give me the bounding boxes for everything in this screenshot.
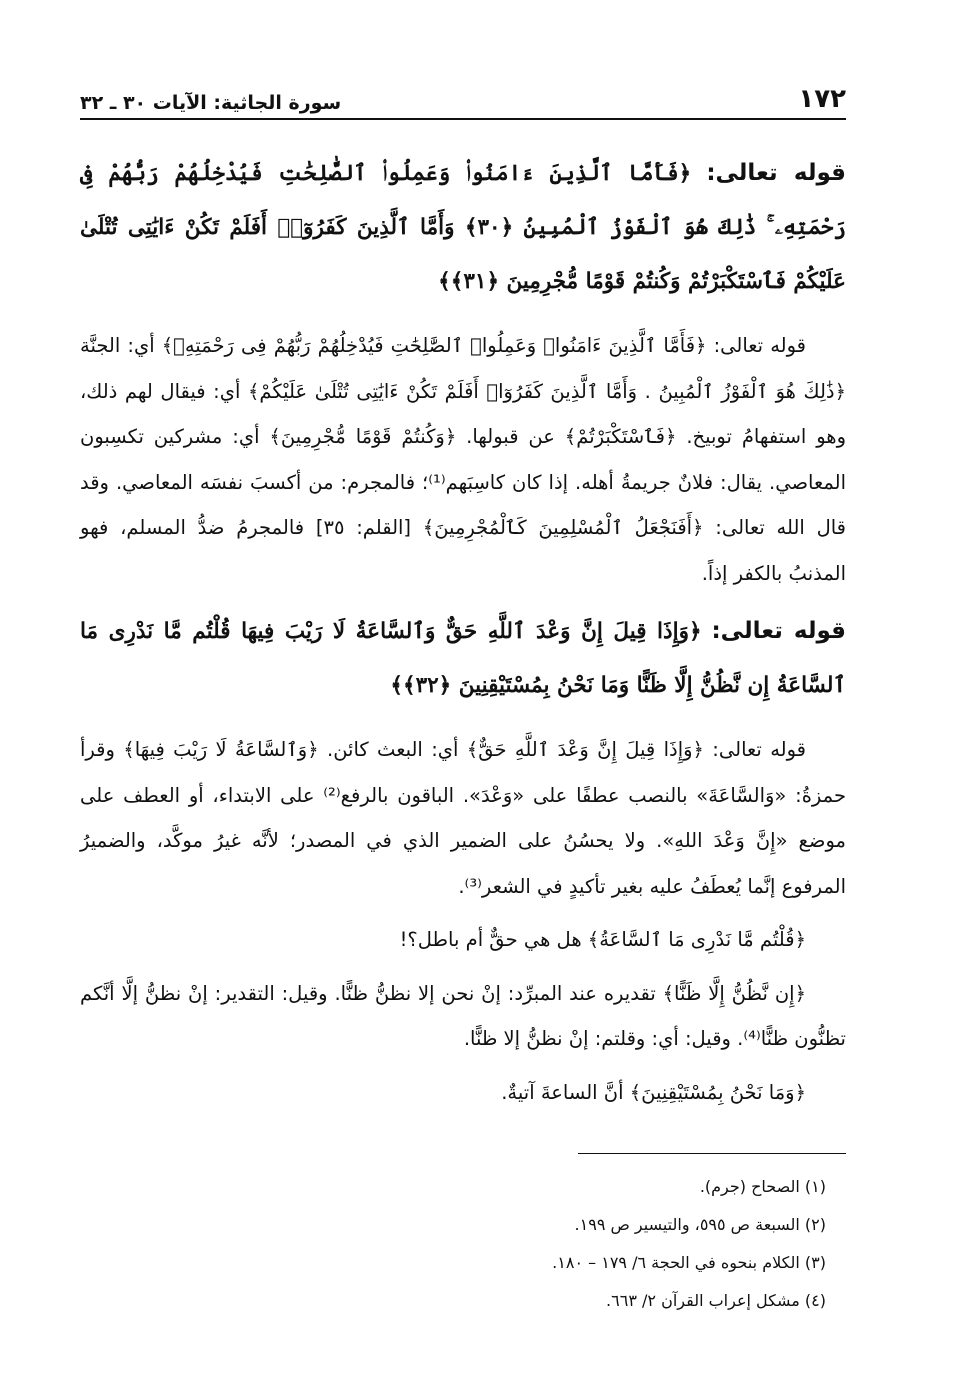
- quran-verse-text: ﴿وَإِذَا قِيلَ إِنَّ وَعْدَ ٱللَّهِ حَقٌّ وَٱلسَّاعَةُ لَا رَيْبَ فِيهَا قُلْتُم مَّا نَدْرِى مَا ٱلسَّاعَةُ إِن نَّظُنُّ إِلَّا ظَنًّا وَمَا نَحْنُ بِمُسْتَيْقِنِينَ ﴿٣٢﴾﴾: [80, 619, 846, 698]
- surah-title: سورة الجاثية: الآيات ٣٠ ـ ٣٢: [80, 92, 342, 114]
- book-page: [80, 70, 846, 1320]
- commentary-paragraph: ﴿إِن نَّظُنُّ إِلَّا ظَنًّا﴾ تقديره عند المبرِّد: إنْ نحن إلا نظنُّ ظنًّا. وقيل: التقدير: إنْ نظنُّ إلَّا أنَّكم تظنُّون ظنًّا⁽⁴⁾. وقيل: أي: وقلتم: إنْ نظنُّ إلا ظنًّا.: [80, 981, 846, 1050]
- commentary-paragraph: ﴿وَمَا نَحْنُ بِمُسْتَيْقِنِينَ﴾ أنَّ الساعةَ آتيةٌ.: [501, 1080, 806, 1104]
- running-header: [80, 70, 846, 120]
- footnote-item: (١) الصحاح (جرم).: [699, 1177, 826, 1196]
- quran-verse-text: ﴿فَأَمَّا ٱلَّذِينَ ءَامَنُوا۟ وَعَمِلُوا۟ ٱلصَّٰلِحَٰتِ فَيُدْخِلُهُمْ رَبُّهُمْ فِى رَحْمَتِهِۦ ۚ ذَٰلِكَ هُوَ ٱلْفَوْزُ ٱلْمُبِينُ ﴿٣٠﴾ وَأَمَّا ٱلَّذِينَ كَفَرُوٓا۟ أَفَلَمْ تَكُنْ ءَايَٰتِى تُتْلَىٰ عَلَيْكُمْ فَٱسْتَكْبَرْتُمْ وَكُنتُمْ قَوْمًا مُّجْرِمِينَ ﴿٣١﴾﴾: [80, 161, 846, 294]
- verse-lead: قوله تعالى:: [706, 160, 846, 186]
- page-number: ١٧٢: [798, 84, 846, 114]
- footnote-divider: [578, 1153, 846, 1154]
- footnote-item: (٣) الكلام بنحوه في الحجة ٦/ ١٧٩ – ١٨٠.: [552, 1253, 826, 1272]
- verse-block-32: [80, 604, 846, 713]
- commentary-paragraph: قوله تعالى: ﴿فَأَمَّا ٱلَّذِينَ ءَامَنُوا۟ وَعَمِلُوا۟ ٱلصَّٰلِحَٰتِ فَيُدْخِلُهُمْ رَبُّهُمْ فِى رَحْمَتِهِۦ﴾ أي: الجنَّة ﴿ذَٰلِكَ هُوَ ٱلْفَوْزُ ٱلْمُبِينُ . وَأَمَّا ٱلَّذِينَ كَفَرُوٓا۟ أَفَلَمْ تَكُنْ ءَايَٰتِى تُتْلَىٰ عَلَيْكُمْ﴾ أي: فيقال لهم ذلك، وهو استفهامُ توبيخ. ﴿فَٱسْتَكْبَرْتُمْ﴾ عن قبولها. ﴿وَكُنتُمْ قَوْمًا مُّجْرِمِينَ﴾ أي: مشركين تكسِبون المعاصي. يقال: فلانٌ جريمةُ أهله. إذا كان كاسِبَهم⁽¹⁾؛ فالمجرم: من أكسبَ نفسَه المعاصي. وقد قال الله تعالى: ﴿أَفَنَجْعَلُ ٱلْمُسْلِمِينَ كَٱلْمُجْرِمِينَ﴾ [القلم: ٣٥] فالمجرمُ ضدُّ المسلم، فهو المذنبُ بالكفر إذاً.: [80, 334, 847, 585]
- commentary-paragraph: قوله تعالى: ﴿وَإِذَا قِيلَ إِنَّ وَعْدَ ٱللَّهِ حَقٌّ﴾ أي: البعث كائن. ﴿وَٱلسَّاعَةُ لَا رَيْبَ فِيهَا﴾ وقرأ حمزةُ: «وَالسَّاعَةَ» بالنصب عطفًا على «وَعْدَ». الباقون بالرفع⁽²⁾ على الابتداء، أو العطف على موضع «إِنَّ وَعْدَ اللهِ». ولا يحسُنُ على الضمير الذي في المصدر؛ لأنَّه غيرُ موكَّد، والضميرُ المرفوع إنَّما يُعطَفُ عليه بغير تأكيدٍ في الشعر⁽³⁾.: [80, 738, 846, 898]
- commentary-paragraph: ﴿قُلْتُم مَّا نَدْرِى مَا ٱلسَّاعَةُ﴾ هل هي حقٌّ أم باطل؟!: [399, 928, 806, 951]
- verse-block-30-31: [80, 146, 846, 309]
- footnote-item: (٤) مشكل إعراب القرآن ٢/ ٦٦٣.: [606, 1291, 826, 1310]
- footnotes: [80, 1168, 846, 1320]
- verse-lead: قوله تعالى:: [711, 618, 846, 644]
- page-body: [80, 146, 846, 1320]
- footnote-item: (٢) السبعة ص ٥٩٥، والتيسير ص ١٩٩.: [574, 1215, 826, 1234]
